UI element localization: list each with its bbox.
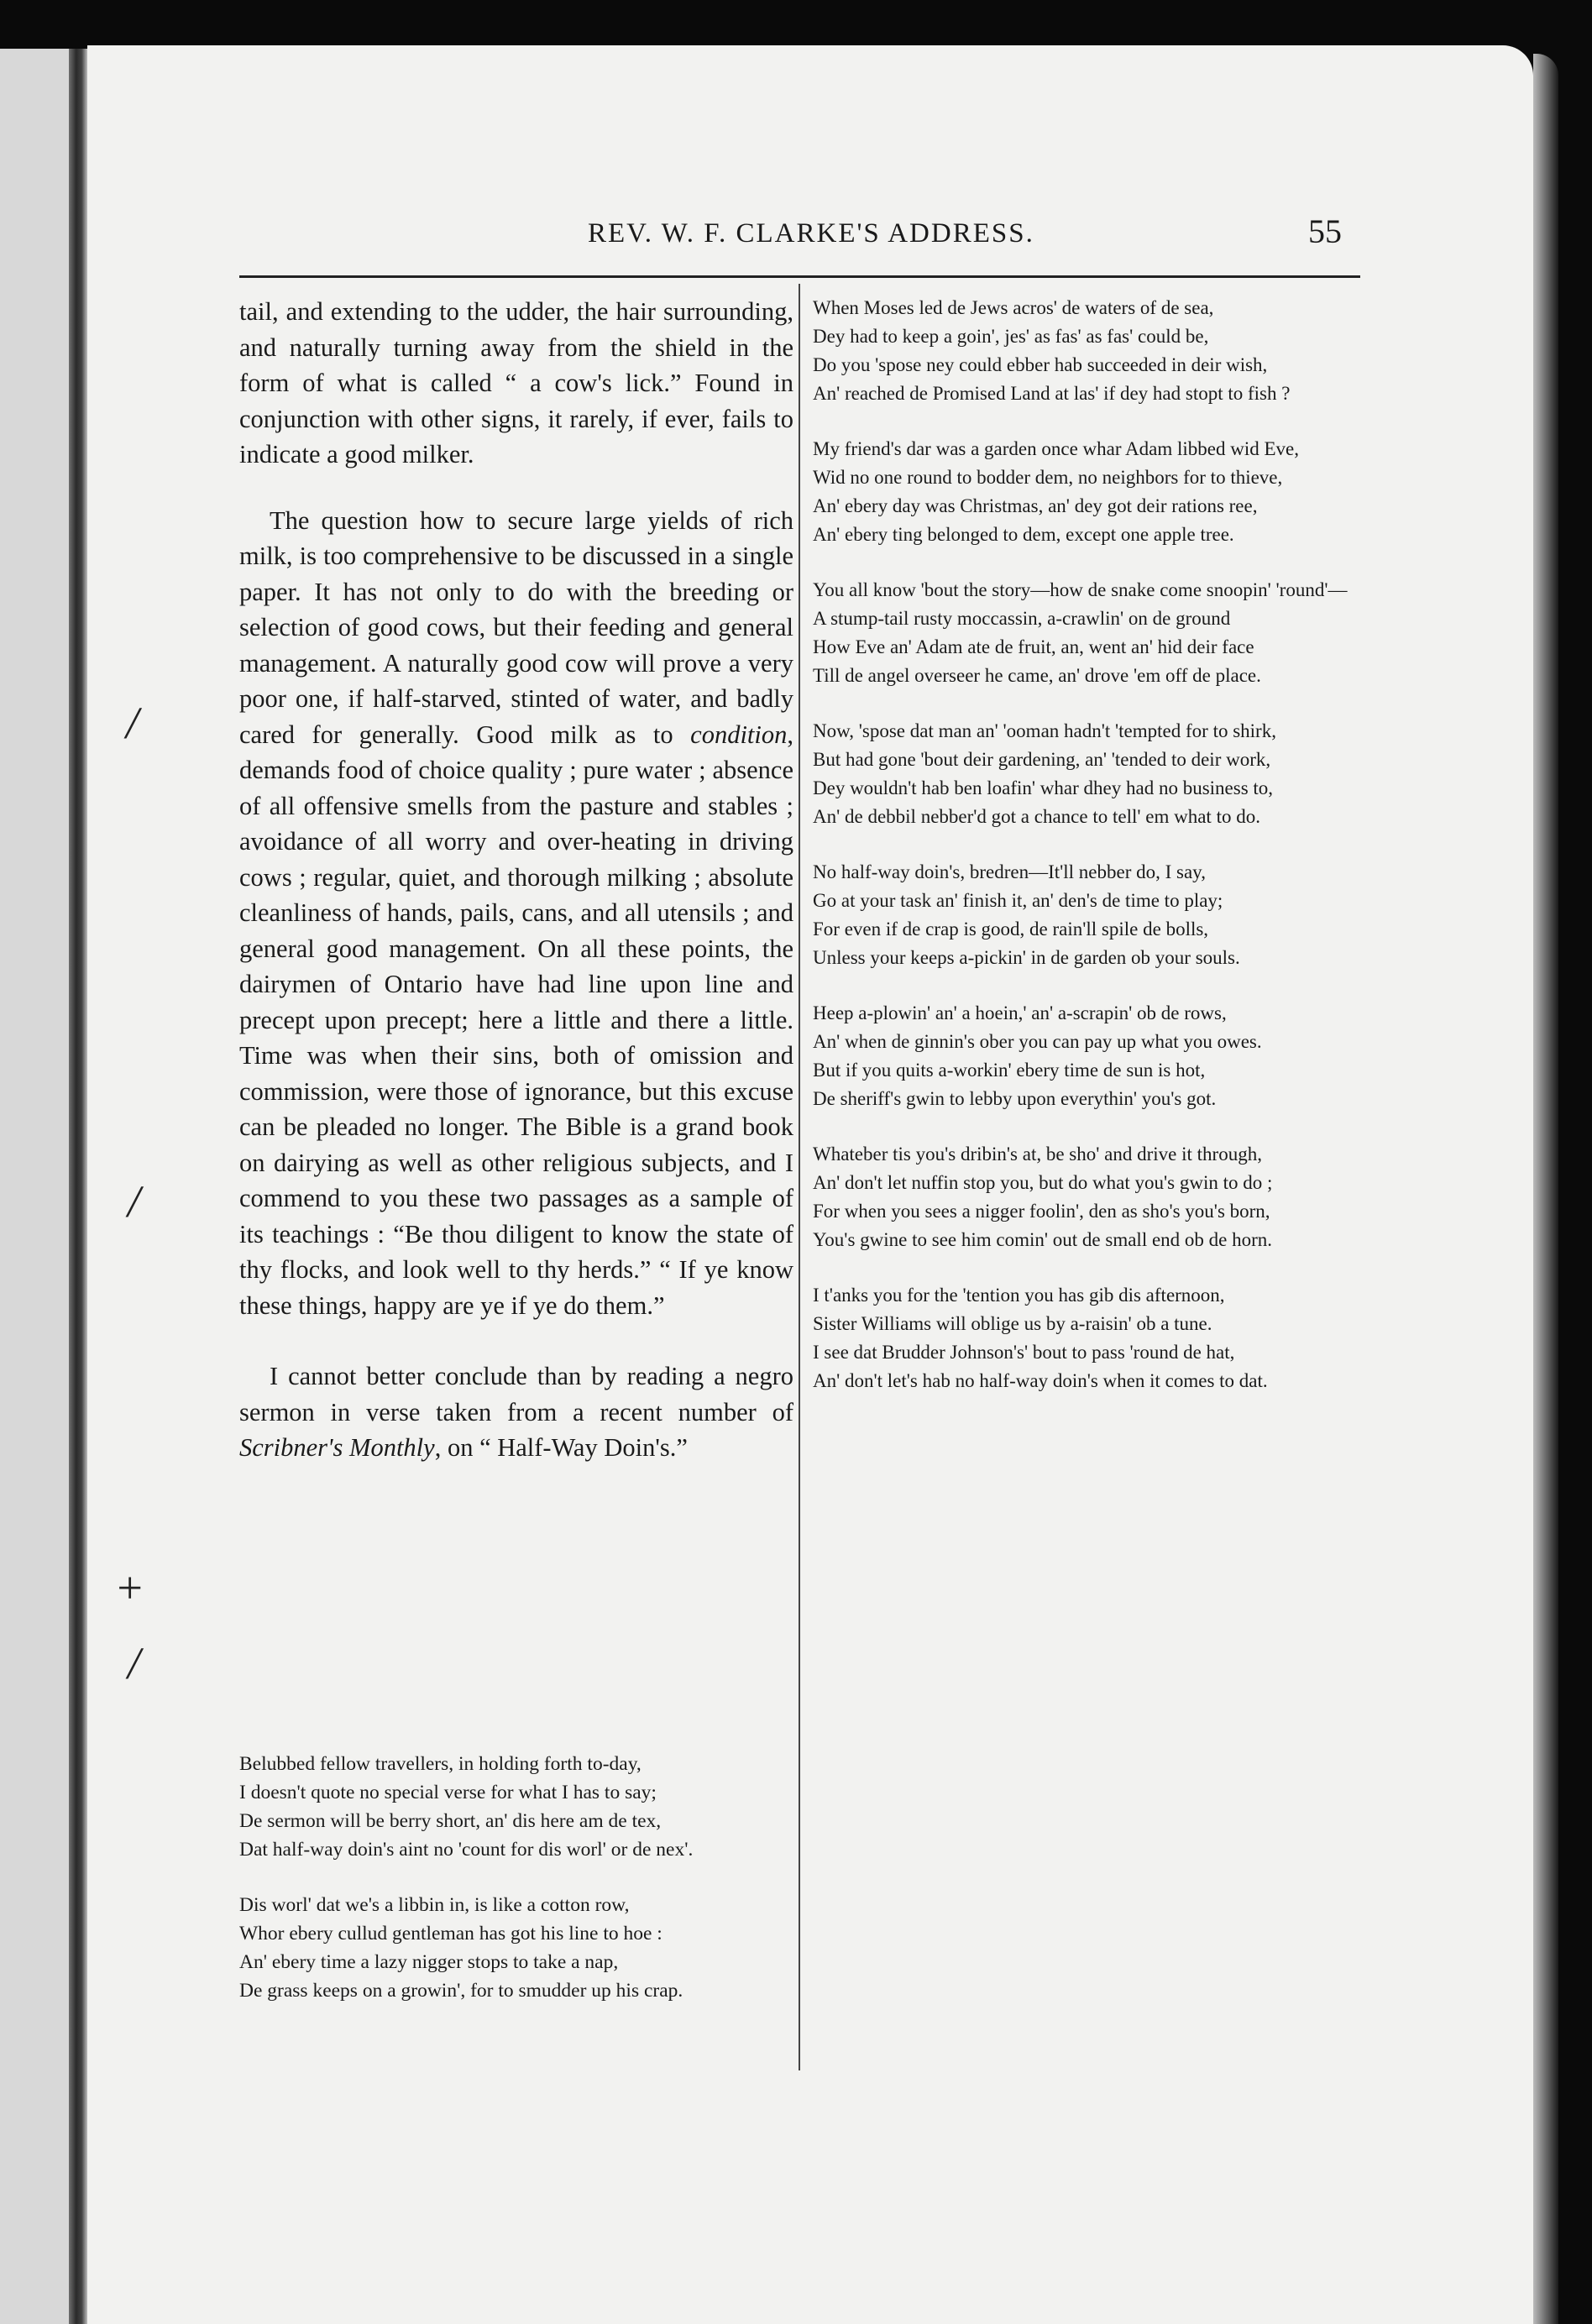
verse-line: For even if de crap is good, de rain'll spile de bolls, <box>813 919 1209 940</box>
verse-stanza <box>813 858 1364 972</box>
verse-line: De sermon will be berry short, an' dis here am de tex, <box>239 1810 662 1832</box>
verse-line: Unless your keeps a-pickin' in de garden ob your souls. <box>813 947 1240 968</box>
prose-paragraph: The question how to secure large yields of rich milk, is too comprehensive to be discussed in a single paper. It has not only to do with the breeding or selection of good cows, but their feeding and general management. A naturally good cow will prove a very poor one, if half-starved, stinted of water, and badly cared for generally. Good milk as to condition, demands food of choice quality ; pure water ; absence of all offensive smells from the pasture and stables ; avoidance of all worry and over-heating in driving cows ; regular, quiet, and thorough milking ; absolute cleanliness of hands, pails, cans, and all utensils ; and general good management. On all these points, the dairymen of Ontario have had line upon line and precept upon precept; here a little and there a little. Time was when their sins, both of omission and commission, were those of ignorance, but this excuse can be pleaded no longer. The Bible is a grand book on dairying as well as other religious subjects, and I commend to you these two passages as a sample of its teachings : “Be thou diligent to know the state of thy flocks, and look well to thy herds.” “ If ye know these things, happy are ye if ye do them.” <box>239 505 793 1320</box>
verse-line: Now, 'spose dat man an' 'ooman hadn't 'tempted for to shirk, <box>813 720 1276 741</box>
verse-stanza <box>813 435 1364 549</box>
margin-mark: / <box>128 1638 141 1688</box>
verse-stanza <box>813 999 1364 1113</box>
verse-line: An' ebery day was Christmas, an' dey got deir rations ree, <box>813 495 1258 516</box>
verse-line: Dat half-way doin's aint no 'count for dis worl' or de nex'. <box>239 1839 694 1861</box>
verse-line: No half-way doin's, bredren—It'll nebber do, I say, <box>813 861 1206 882</box>
verse-line: Till de angel overseer he came, an' drove 'em off de place. <box>813 665 1261 686</box>
verse-line: An' when de ginnin's ober you can pay up what you owes. <box>813 1031 1262 1052</box>
prose-paragraph: tail, and extending to the udder, the hair surrounding, and naturally turning away from the shield in the form of what is called “ a cow's lick.” Found in conjunction with other signs, it rarely, if ever, fails to indicate a good milker. <box>239 297 793 468</box>
verse-line: But had gone 'bout deir gardening, an' 'tended to deir work, <box>813 749 1271 770</box>
page-edge-shadow <box>1533 54 1558 2324</box>
verse-line: Whor ebery cullud gentleman has got his line to hoe : <box>239 1923 662 1945</box>
verse-line: Belubbed fellow travellers, in holding forth to-day, <box>239 1753 642 1775</box>
verse-line: You's gwine to see him comin' out de small end ob de horn. <box>813 1229 1273 1250</box>
verse-line: De sheriff's gwin to lebby upon everythin' you's got. <box>813 1088 1217 1109</box>
verse-line: I see dat Brudder Johnson's' bout to pass 'round de hat, <box>813 1342 1235 1363</box>
prose-paragraph: I cannot better conclude than by reading a negro sermon in verse taken from a recent number of Scribner's Monthly, on “ Half-Way Doin's.” <box>239 1362 793 1462</box>
verse-line: How Eve an' Adam ate de fruit, an, went an' hid deir face <box>813 636 1254 657</box>
verse-stanza <box>239 1750 793 1864</box>
verse-line: An' don't let nuffin stop you, but do what you's gwin to do ; <box>813 1172 1273 1193</box>
verse-line: I doesn't quote no special verse for what I has to say; <box>239 1782 657 1803</box>
verse-stanza <box>813 1281 1364 1395</box>
verse-line: Sister Williams will oblige us by a-raisin' ob a tune. <box>813 1313 1212 1334</box>
verse-column-right <box>813 294 1364 1422</box>
page-number: 55 <box>1308 212 1342 250</box>
verse-line: Dis worl' dat we's a libbin in, is like a cotton row, <box>239 1894 630 1916</box>
margin-mark: / <box>126 698 139 748</box>
book-gutter <box>69 49 87 2324</box>
verse-stanza <box>813 294 1364 408</box>
verse-line: Go at your task an' finish it, an' den's de time to play; <box>813 890 1223 911</box>
verse-column-left <box>239 1750 793 2032</box>
verse-line: An' reached de Promised Land at las' if dey had stopt to fish ? <box>813 383 1291 404</box>
verse-stanza <box>239 1891 793 2005</box>
verse-line: But if you quits a-workin' ebery time de sun is hot, <box>813 1060 1206 1081</box>
header-rule <box>239 275 1360 278</box>
verse-line: An' ebery time a lazy nigger stops to take a nap, <box>239 1951 619 1973</box>
verse-line: Whateber tis you's dribin's at, be sho' and drive it through, <box>813 1144 1262 1165</box>
verse-line: My friend's dar was a garden once whar Adam libbed wid Eve, <box>813 438 1299 459</box>
verse-line: When Moses led de Jews acros' de waters of de sea, <box>813 297 1214 318</box>
running-head: REV. W. F. CLARKE'S ADDRESS. <box>588 218 1034 249</box>
margin-mark: + <box>114 1562 145 1613</box>
verse-line: Do you 'spose ney could ebber hab succeeded in deir wish, <box>813 354 1268 375</box>
column-rule <box>799 284 800 2070</box>
verse-line: For when you sees a nigger foolin', den as sho's you's born, <box>813 1201 1270 1222</box>
verse-line: A stump-tail rusty moccassin, a-crawlin' on de ground <box>813 608 1231 629</box>
verse-line: De grass keeps on a growin', for to smudder up his crap. <box>239 1980 683 2002</box>
verse-stanza <box>813 717 1364 831</box>
verse-line: I t'anks you for the 'tention you has gib dis afternoon, <box>813 1285 1225 1306</box>
verse-line: An' don't let's hab no half-way doin's when it comes to dat. <box>813 1370 1268 1391</box>
verse-line: An' ebery ting belonged to dem, except one apple tree. <box>813 524 1234 545</box>
verse-line: Dey wouldn't hab ben loafin' whar dhey had no business to, <box>813 777 1274 798</box>
verse-line: You all know 'bout the story—how de snake come snoopin' 'round'— <box>813 579 1348 600</box>
verse-line: Heep a-plowin' an' a hoein,' an' a-scrapin' ob de rows, <box>813 1002 1227 1023</box>
verse-stanza <box>813 576 1364 690</box>
verse-line: An' de debbil nebber'd got a chance to tell' em what to do. <box>813 806 1260 827</box>
verse-line: Wid no one round to bodder dem, no neighbors for to thieve, <box>813 467 1283 488</box>
margin-mark: / <box>128 1176 141 1227</box>
prose-column <box>239 294 793 1466</box>
verse-stanza <box>813 1140 1364 1254</box>
verse-line: Dey had to keep a goin', jes' as fas' as fas' could be, <box>813 326 1209 347</box>
